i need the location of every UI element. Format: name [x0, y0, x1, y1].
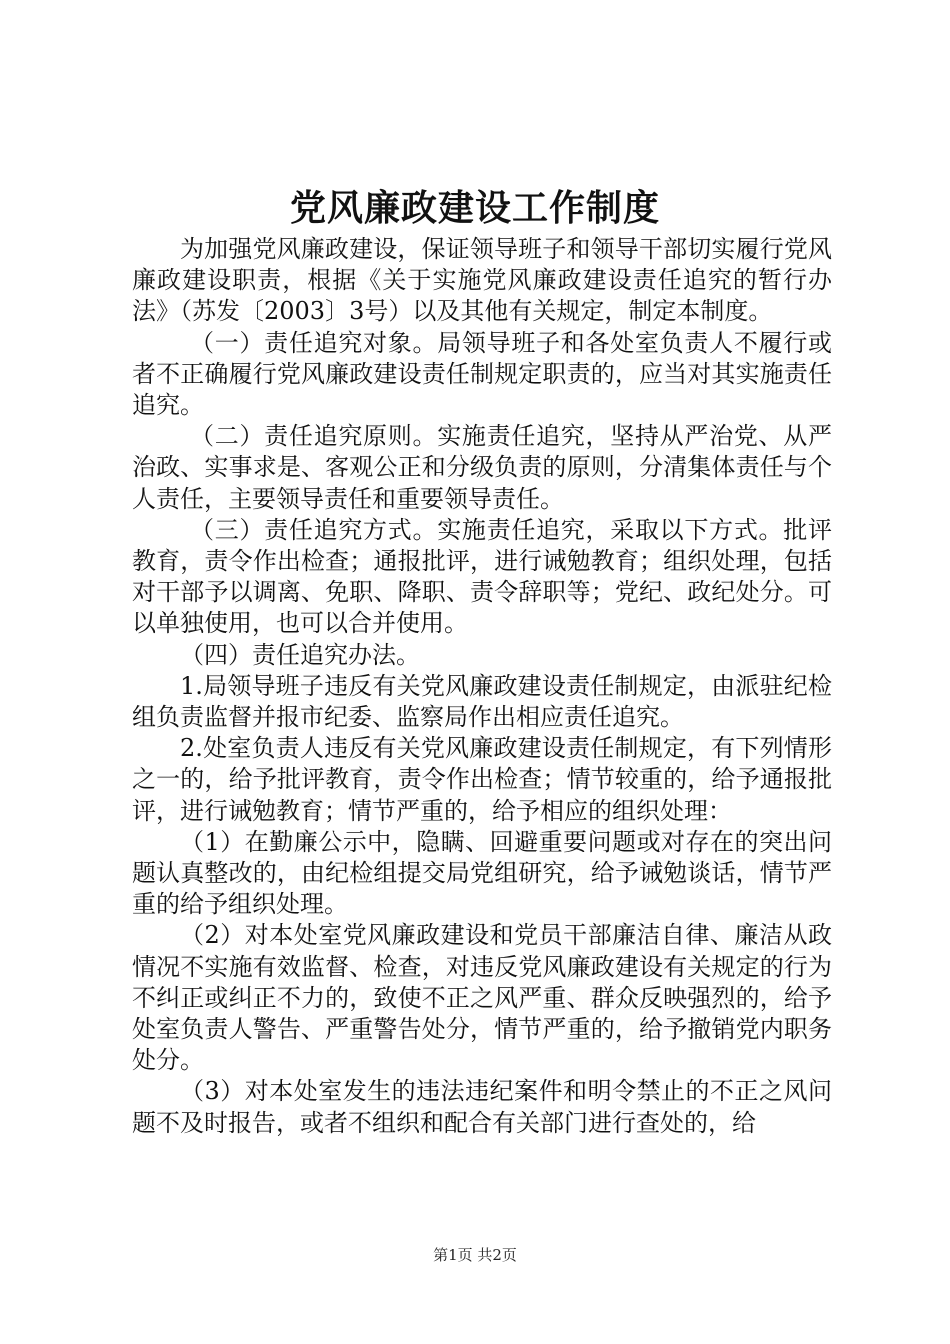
paragraph-subitem-1: （1）在勤廉公示中，隐瞒、回避重要问题或对存在的突出问题认真整改的，由纪检组提交局党组研究，给予诫勉谈话，情节严重的给予组织处理。 — [132, 827, 832, 919]
paragraph-subitem-3: （3）对本处室发生的违法违纪案件和明令禁止的不正之风问题不及时报告，或者不组织和配合有关部门进行查处的，给 — [132, 1077, 832, 1137]
page-title: 党风廉政建设工作制度 — [289, 187, 660, 229]
paragraph-section-3: （三）责任追究方式。实施责任追究，采取以下方式。批评教育，责令作出检查；通报批评，进行诫勉教育；组织处理，包括对干部予以调离、免职、降职、责令辞职等；党纪、政纪处分。可以单独使用，也可以合并使用。 — [132, 515, 832, 638]
paragraph-item-1: 1.局领导班子违反有关党风廉政建设责任制规定，由派驻纪检组负责监督并报市纪委、监察局作出相应责任追究。 — [132, 671, 832, 732]
paragraph-section-4: （四）责任追究办法。 — [180, 640, 420, 669]
paragraph-section-2: （二）责任追究原则。实施责任追究，坚持从严治党、从严治政、实事求是、客观公正和分级负责的原则，分清集体责任与个人责任，主要领导责任和重要领导责任。 — [132, 422, 832, 513]
document-body — [132, 234, 832, 1139]
paragraph-intro: 为加强党风廉政建设，保证领导班子和领导干部切实履行党风廉政建设职责，根据《关于实施党风廉政建设责任追究的暂行办法》（苏发〔2003〕3号）以及其他有关规定，制定本制度。 — [132, 235, 832, 326]
paragraph-item-2: 2.处室负责人违反有关党风廉政建设责任制规定，有下列情形之一的，给予批评教育，责令作出检查；情节较重的，给予通报批评，进行诫勉教育；情节严重的，给予相应的组织处理： — [132, 734, 832, 825]
paragraph-subitem-2: （2）对本处室党风廉政建设和党员干部廉洁自律、廉洁从政情况不实施有效监督、检查，对违反党风廉政建设有关规定的行为不纠正或纠正不力的，致使不正之风严重、群众反映强烈的，给予处室负责人警告、严重警告处分，情节严重的，给予撤销党内职务处分。 — [132, 921, 832, 1075]
page-footer: 第1页 共2页 — [433, 1246, 517, 1264]
paragraph-section-1: （一）责任追究对象。局领导班子和各处室负责人不履行或者不正确履行党风廉政建设责任制规定职责的，应当对其实施责任追究。 — [132, 328, 832, 420]
